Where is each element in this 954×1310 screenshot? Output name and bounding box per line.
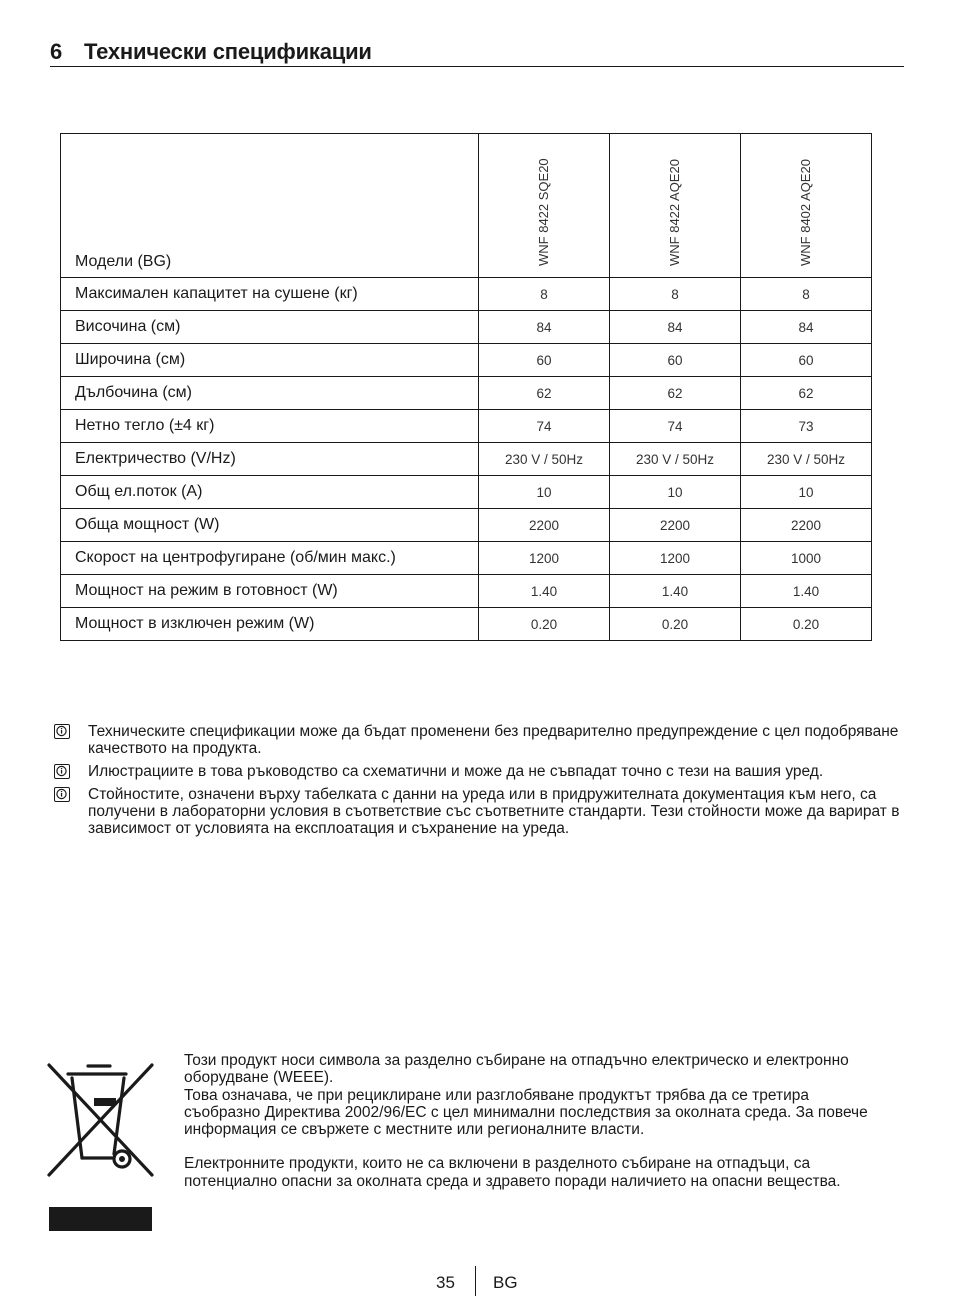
row-value: 60 (741, 344, 872, 377)
table-row (61, 278, 872, 311)
row-value: 230 V / 50Hz (479, 443, 610, 476)
weee-paragraph: Това означава, че при рециклиране или разглобяване продуктът трябва да се третира съобразно Директива 2002/96/ЕС с цел минимални последствия за околната среда. За повече информация се свържете с местните или регионалните власти. (184, 1086, 868, 1139)
row-value: 84 (741, 311, 872, 344)
row-value: 230 V / 50Hz (741, 443, 872, 476)
info-note (52, 763, 912, 780)
row-value: 8 (610, 278, 741, 311)
row-value: 62 (741, 377, 872, 410)
note-text: Илюстрациите в това ръководство са схематични и може да не съвпадат точно с тези на вашия уред. (88, 763, 824, 780)
row-label: Нетно тегло (±4 кг) (61, 410, 479, 443)
row-label: Общ ел.поток (A) (61, 476, 479, 509)
row-label: Обща мощност (W) (61, 509, 479, 542)
spec-table (60, 133, 872, 641)
table-row (61, 344, 872, 377)
info-icon (54, 764, 70, 779)
table-row (61, 542, 872, 575)
row-value: 73 (741, 410, 872, 443)
table-header-row (61, 134, 872, 278)
row-label: Височина (см) (61, 311, 479, 344)
model-header-cell (479, 134, 610, 278)
row-value: 1200 (479, 542, 610, 575)
row-value: 10 (479, 476, 610, 509)
row-value: 1000 (741, 542, 872, 575)
model-header-cell (741, 134, 872, 278)
table-row (61, 476, 872, 509)
weee-text (184, 1052, 884, 1190)
table-row (61, 377, 872, 410)
weee-paragraph: Електронните продукти, които не са включени в разделното събиране на отпадъци, са потенциално опасни за околната среда и здравето поради наличието на опасни вещества. (184, 1155, 841, 1190)
footer-divider (475, 1266, 476, 1296)
row-value: 60 (610, 344, 741, 377)
row-value: 74 (479, 410, 610, 443)
row-value: 0.20 (741, 608, 872, 641)
row-label: Дълбочина (см) (61, 377, 479, 410)
row-label: Електричество (V/Hz) (61, 443, 479, 476)
row-value: 1.40 (479, 575, 610, 608)
table-row (61, 410, 872, 443)
language-code: BG (493, 1273, 518, 1292)
model-header-cell (610, 134, 741, 278)
row-value: 2200 (741, 509, 872, 542)
info-note (52, 786, 912, 837)
note-text: Техническите спецификации може да бъдат променени без предварително предупреждение с цел подобряване качеството на продукта. (88, 723, 899, 757)
row-value: 84 (610, 311, 741, 344)
table-row (61, 509, 872, 542)
row-label: Мощност на режим в готовност (W) (61, 575, 479, 608)
row-value: 0.20 (479, 608, 610, 641)
row-value: 8 (479, 278, 610, 311)
page-footer (0, 1266, 954, 1296)
row-value: 60 (479, 344, 610, 377)
section-heading (50, 38, 904, 67)
section-number: 6 (50, 39, 63, 64)
row-value: 74 (610, 410, 741, 443)
weee-paragraph: Този продукт носи символа за разделно събиране на отпадъчно електрическо и електронно оборудване (WEEE). (184, 1052, 849, 1087)
section-title: Технически спецификации (84, 39, 372, 64)
weee-black-bar (49, 1207, 152, 1231)
row-value: 1.40 (741, 575, 872, 608)
row-value: 2200 (610, 509, 741, 542)
model-name: WNF 8402 AQE20 (798, 159, 813, 266)
row-value: 62 (610, 377, 741, 410)
row-value: 10 (610, 476, 741, 509)
model-name: WNF 8422 AQE20 (667, 159, 682, 266)
info-notes (52, 723, 912, 843)
info-icon (54, 724, 70, 739)
table-row (61, 608, 872, 641)
crossed-out-bin-icon (46, 1062, 156, 1180)
page-number: 35 (436, 1273, 455, 1292)
model-name: WNF 8422 SQE20 (536, 158, 551, 266)
row-value: 1200 (610, 542, 741, 575)
row-value: 2200 (479, 509, 610, 542)
note-text: Стойностите, означени върху табелката с данни на уреда или в придружителната документация към него, са получени в лабораторни условия в съответствие със съответните стандарти. Тези стойности може да варират в зависимост от условията на експлоатация и съхранение на уреда. (88, 786, 900, 837)
row-label: Широчина (см) (61, 344, 479, 377)
row-label: Скорост на центрофугиране (об/мин макс.) (61, 542, 479, 575)
info-icon (54, 787, 70, 802)
row-value: 230 V / 50Hz (610, 443, 741, 476)
table-row (61, 443, 872, 476)
row-label: Максимален капацитет на сушене (кг) (61, 278, 479, 311)
row-value: 62 (479, 377, 610, 410)
row-value: 0.20 (610, 608, 741, 641)
models-header-label: Модели (BG) (61, 134, 479, 278)
row-value: 84 (479, 311, 610, 344)
row-label: Мощност в изключен режим (W) (61, 608, 479, 641)
row-value: 10 (741, 476, 872, 509)
row-value: 8 (741, 278, 872, 311)
table-row (61, 575, 872, 608)
table-row (61, 311, 872, 344)
row-value: 1.40 (610, 575, 741, 608)
info-note (52, 723, 912, 757)
